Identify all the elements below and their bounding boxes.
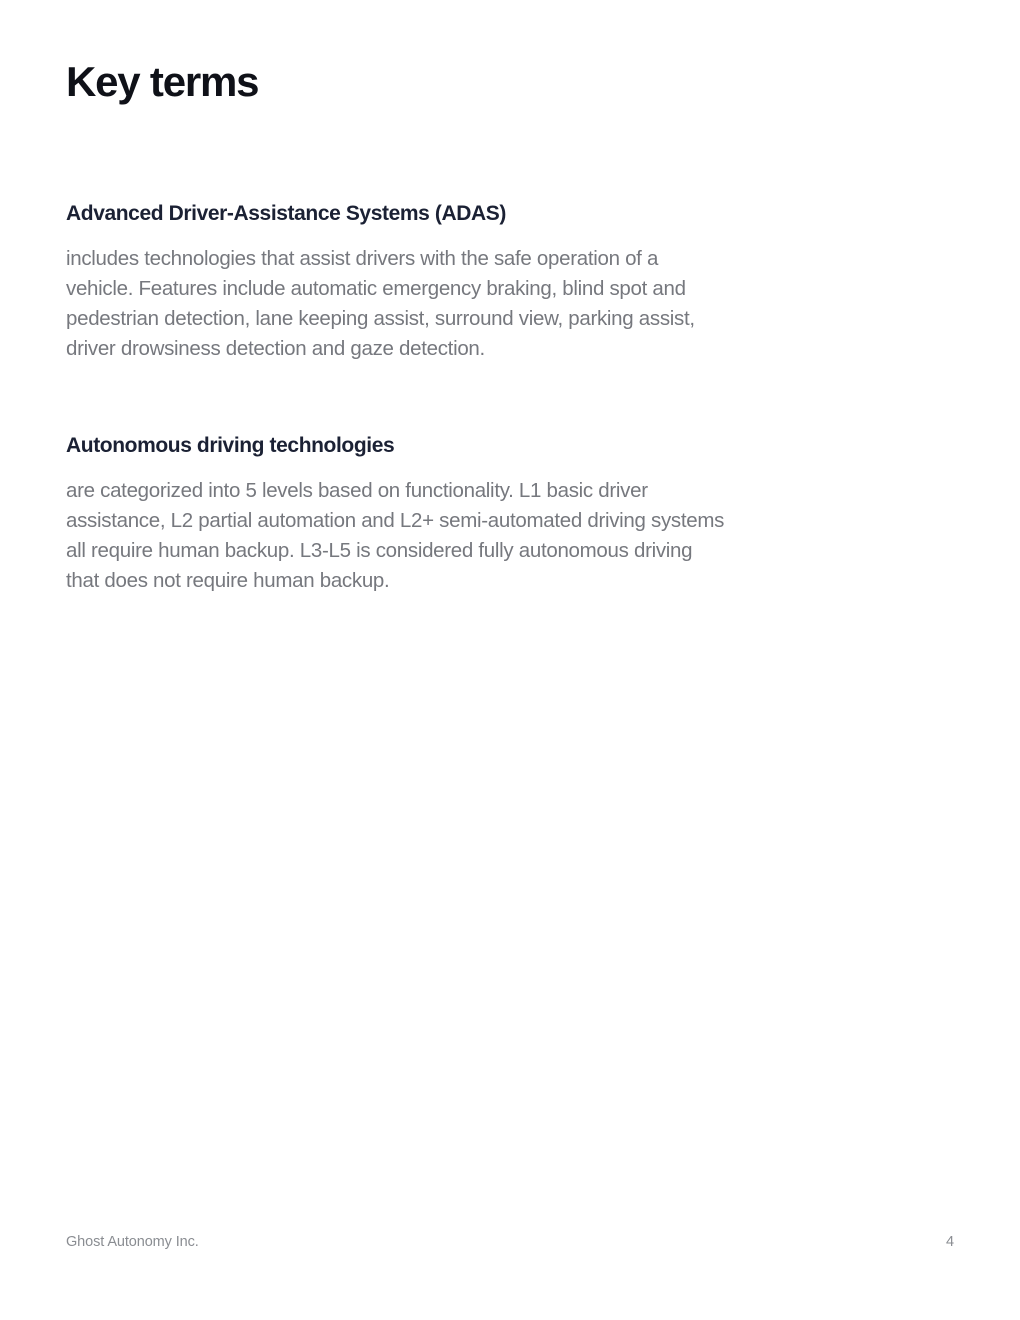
definition-line: assistance, L2 partial automation and L2+ semi-automated driving systems <box>66 509 725 532</box>
term-definition-adas <box>66 244 954 364</box>
footer-company-name: Ghost Autonomy Inc. <box>66 1234 199 1250</box>
term-heading-adas: Advanced Driver-Assistance Systems (ADAS) <box>66 202 506 225</box>
definition-line: pedestrian detection, lane keeping assist, surround view, parking assist, <box>66 307 695 330</box>
definition-line: driver drowsiness detection and gaze detection. <box>66 337 485 360</box>
page-title: Key terms <box>66 58 259 105</box>
definition-line: vehicle. Features include automatic emergency braking, blind spot and <box>66 277 686 300</box>
footer-page-number: 4 <box>946 1234 954 1250</box>
definition-line: includes technologies that assist drivers with the safe operation of a <box>66 247 659 270</box>
definition-line: all require human backup. L3-L5 is considered fully autonomous driving <box>66 539 693 562</box>
term-heading-autonomous-driving: Autonomous driving technologies <box>66 434 395 457</box>
page-footer <box>66 1233 954 1251</box>
term-section-autonomous-driving <box>66 432 954 596</box>
term-section-adas <box>66 200 954 364</box>
term-definition-autonomous-driving <box>66 476 954 596</box>
definition-line: are categorized into 5 levels based on functionality. L1 basic driver <box>66 479 648 502</box>
definition-line: that does not require human backup. <box>66 569 390 592</box>
